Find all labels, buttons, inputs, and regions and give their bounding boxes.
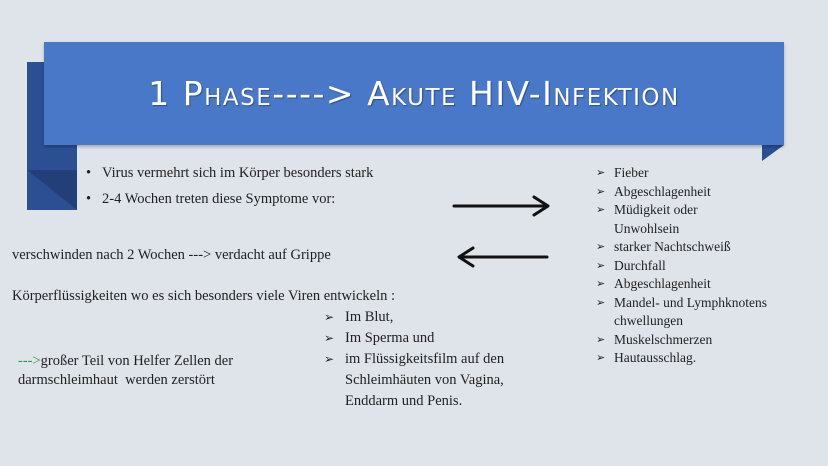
right-arrow-icon	[452, 194, 552, 218]
fluid-item: ➢ Im Blut,	[324, 307, 514, 328]
symptom-item: ➢ Mandel- und Lymphknotenschwellungen	[596, 294, 769, 331]
helper-note-line-1: großer Teil von Helfer Zellen der	[40, 353, 234, 369]
helper-note	[18, 352, 233, 390]
symptom-item: ➢ Müdigkeit oder Unwohlsein	[596, 201, 754, 238]
left-arrow-icon	[455, 245, 549, 269]
banner-ribbon-fold-right	[762, 145, 784, 161]
symptom-item: ➢ Hautausschlag.	[596, 349, 796, 368]
fluids-heading: Körperflüssigkeiten wo es sich besonders viele Viren entwickeln :	[12, 288, 396, 304]
slide-title: 1 Phase----> Akute HIV-Infektion	[148, 74, 680, 113]
intro-bullet-1: • Virus vermehrt sich im Körper besonders stark	[84, 162, 373, 184]
helper-note-line-2: darmschleimhaut werden zerstört	[18, 371, 215, 388]
symptom-item: ➢ Abgeschlagenheit	[596, 275, 796, 294]
symptom-list	[596, 164, 796, 368]
symptom-item: ➢ Fieber	[596, 164, 796, 183]
fluid-item: ➢ im Flüssigkeitsfilm auf den Schleimhäuten von Vagina, Enddarm und Penis.	[324, 349, 505, 412]
symptom-item: ➢ Muskelschmerzen	[596, 331, 796, 350]
green-arrow-text: --->	[18, 353, 41, 369]
symptom-item: ➢ Abgeschlagenheit	[596, 183, 796, 202]
fluid-item: ➢ Im Sperma und	[324, 328, 514, 349]
intro-bullet-2: • 2-4 Wochen treten diese Symptome vor:	[84, 188, 373, 210]
banner-ribbon-fold-left	[27, 170, 77, 210]
symptom-item: ➢ starker Nachtschweiß	[596, 238, 796, 257]
symptom-item: ➢ Durchfall	[596, 257, 796, 276]
fluid-list	[324, 307, 514, 412]
disappear-note: verschwinden nach 2 Wochen ---> verdacht auf Grippe	[12, 247, 331, 263]
intro-bullet-list	[84, 162, 373, 214]
